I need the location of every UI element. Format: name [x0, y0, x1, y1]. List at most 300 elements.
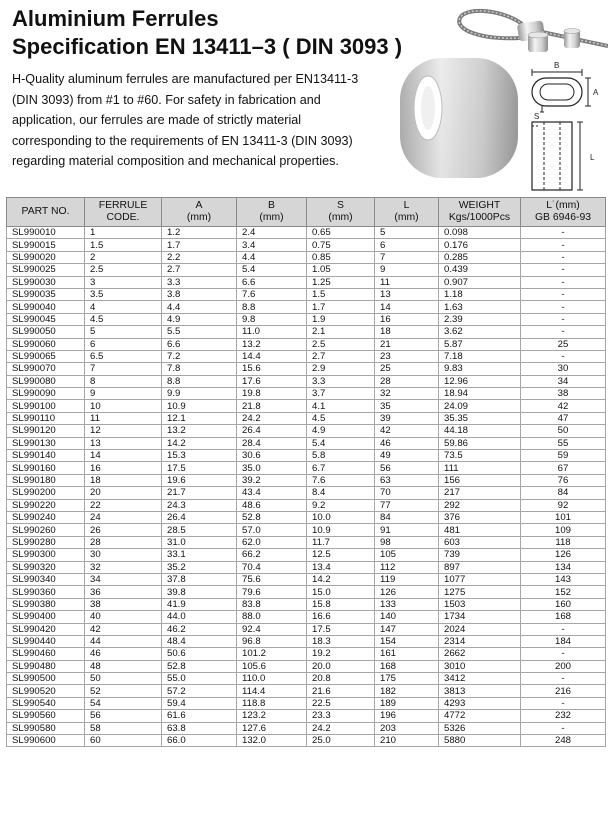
- cell-s: 15.8: [307, 598, 375, 610]
- table-row: [7, 264, 606, 276]
- cell-part-no: SL990020: [7, 251, 85, 263]
- table-row: [7, 326, 606, 338]
- cell-s: 2.1: [307, 326, 375, 338]
- cell-b: 110.0: [237, 673, 307, 685]
- cell-b: 70.4: [237, 561, 307, 573]
- table-row: [7, 474, 606, 486]
- cell-b: 4.4: [237, 251, 307, 263]
- cell-l-gb: 168: [521, 611, 606, 623]
- cell-part-no: SL990140: [7, 450, 85, 462]
- cell-b: 17.6: [237, 375, 307, 387]
- cell-ferrule-code: 14: [85, 450, 162, 462]
- cell-weight: 0.285: [439, 251, 521, 263]
- cell-a: 26.4: [162, 511, 237, 523]
- cell-part-no: SL990040: [7, 301, 85, 313]
- cell-part-no: SL990065: [7, 350, 85, 362]
- cell-l-gb: 47: [521, 412, 606, 424]
- cell-weight: 5326: [439, 722, 521, 734]
- cell-l-gb: -: [521, 301, 606, 313]
- table-row: [7, 437, 606, 449]
- cell-a: 19.6: [162, 474, 237, 486]
- cell-a: 4.4: [162, 301, 237, 313]
- cell-s: 0.65: [307, 227, 375, 239]
- cell-a: 31.0: [162, 536, 237, 548]
- header-ferrule-code: FERRULE CODE.: [85, 198, 162, 227]
- cell-l: 18: [375, 326, 439, 338]
- cell-ferrule-code: 11: [85, 412, 162, 424]
- table-row: [7, 375, 606, 387]
- cell-ferrule-code: 16: [85, 462, 162, 474]
- cell-l-gb: 160: [521, 598, 606, 610]
- cell-weight: 1077: [439, 573, 521, 585]
- cell-l-gb: -: [521, 288, 606, 300]
- intro-line: H-Quality aluminum ferrules are manufactured per EN13411-3: [12, 72, 359, 86]
- cell-part-no: SL990090: [7, 388, 85, 400]
- table-row: [7, 623, 606, 635]
- table-row: [7, 635, 606, 647]
- dim-label-a: A: [593, 88, 599, 97]
- cell-s: 5.4: [307, 437, 375, 449]
- cell-l: 203: [375, 722, 439, 734]
- cell-weight: 4772: [439, 710, 521, 722]
- table-row: [7, 251, 606, 263]
- cell-s: 4.9: [307, 425, 375, 437]
- table-row: [7, 462, 606, 474]
- cell-s: 2.5: [307, 338, 375, 350]
- table-row: [7, 573, 606, 585]
- table-row: [7, 400, 606, 412]
- cell-weight: 24.09: [439, 400, 521, 412]
- cell-b: 92.4: [237, 623, 307, 635]
- cell-ferrule-code: 18: [85, 474, 162, 486]
- cell-a: 63.8: [162, 722, 237, 734]
- cell-part-no: SL990035: [7, 288, 85, 300]
- table-row: [7, 561, 606, 573]
- cell-l-gb: -: [521, 239, 606, 251]
- ferrule-product-illustration: [392, 0, 608, 195]
- intro-line: (DIN 3093) from #1 to #60. For safety in fabrication and: [12, 92, 321, 107]
- cell-weight: 2314: [439, 635, 521, 647]
- dimension-diagram: [532, 69, 591, 190]
- cell-l-gb: 92: [521, 499, 606, 511]
- cell-ferrule-code: 8: [85, 375, 162, 387]
- cell-s: 2.7: [307, 350, 375, 362]
- cell-s: 9.2: [307, 499, 375, 511]
- cell-l-gb: -: [521, 350, 606, 362]
- cell-b: 114.4: [237, 685, 307, 697]
- cell-s: 2.9: [307, 363, 375, 375]
- cell-s: 19.2: [307, 648, 375, 660]
- cell-ferrule-code: 36: [85, 586, 162, 598]
- cell-part-no: SL990160: [7, 462, 85, 474]
- cell-l: 28: [375, 375, 439, 387]
- cell-l-gb: 59: [521, 450, 606, 462]
- cell-l-gb: 216: [521, 685, 606, 697]
- table-row: [7, 276, 606, 288]
- cell-s: 0.85: [307, 251, 375, 263]
- cell-l-gb: 248: [521, 735, 606, 747]
- cell-l: 11: [375, 276, 439, 288]
- cell-a: 21.7: [162, 487, 237, 499]
- cell-a: 61.6: [162, 710, 237, 722]
- cell-b: 5.4: [237, 264, 307, 276]
- table-row: [7, 450, 606, 462]
- cell-b: 11.0: [237, 326, 307, 338]
- table-row: [7, 611, 606, 623]
- cell-s: 3.3: [307, 375, 375, 387]
- cell-a: 55.0: [162, 673, 237, 685]
- cell-ferrule-code: 24: [85, 511, 162, 523]
- cell-weight: 3010: [439, 660, 521, 672]
- table-row: [7, 660, 606, 672]
- cell-weight: 0.907: [439, 276, 521, 288]
- cell-b: 75.6: [237, 573, 307, 585]
- cell-l: 126: [375, 586, 439, 598]
- cell-l: 189: [375, 697, 439, 709]
- cell-weight: 1.18: [439, 288, 521, 300]
- cell-s: 15.0: [307, 586, 375, 598]
- table-row: [7, 511, 606, 523]
- cell-part-no: SL990260: [7, 524, 85, 536]
- cell-l-gb: 143: [521, 573, 606, 585]
- cell-a: 52.8: [162, 660, 237, 672]
- cell-l: 25: [375, 363, 439, 375]
- cell-ferrule-code: 50: [85, 673, 162, 685]
- cell-weight: 2.39: [439, 313, 521, 325]
- cell-l: 98: [375, 536, 439, 548]
- header-part-no: PART NO.: [7, 198, 85, 227]
- header-s: S (mm): [307, 198, 375, 227]
- cell-s: 7.6: [307, 474, 375, 486]
- cell-l-gb: -: [521, 648, 606, 660]
- header-a: A (mm): [162, 198, 237, 227]
- cell-ferrule-code: 2: [85, 251, 162, 263]
- cell-ferrule-code: 4: [85, 301, 162, 313]
- cell-ferrule-code: 9: [85, 388, 162, 400]
- cell-b: 57.0: [237, 524, 307, 536]
- cell-l-gb: -: [521, 673, 606, 685]
- intro-line: corresponding to the requirements of EN 13411-3 (DIN 3093): [12, 133, 353, 148]
- cell-b: 7.6: [237, 288, 307, 300]
- cell-l: 133: [375, 598, 439, 610]
- cell-ferrule-code: 42: [85, 623, 162, 635]
- cell-a: 37.8: [162, 573, 237, 585]
- cell-l-gb: 34: [521, 375, 606, 387]
- cell-a: 48.4: [162, 635, 237, 647]
- cell-s: 1.25: [307, 276, 375, 288]
- cell-weight: 376: [439, 511, 521, 523]
- cell-weight: 156: [439, 474, 521, 486]
- intro-paragraph: [12, 69, 407, 172]
- cell-weight: 111: [439, 462, 521, 474]
- cell-ferrule-code: 10: [85, 400, 162, 412]
- cell-weight: 0.439: [439, 264, 521, 276]
- cell-ferrule-code: 6.5: [85, 350, 162, 362]
- table-row: [7, 536, 606, 548]
- cell-a: 59.4: [162, 697, 237, 709]
- cell-ferrule-code: 32: [85, 561, 162, 573]
- cell-s: 1.9: [307, 313, 375, 325]
- cell-b: 21.8: [237, 400, 307, 412]
- cell-s: 13.4: [307, 561, 375, 573]
- cell-a: 44.0: [162, 611, 237, 623]
- cell-b: 62.0: [237, 536, 307, 548]
- cell-b: 39.2: [237, 474, 307, 486]
- cell-b: 28.4: [237, 437, 307, 449]
- cell-s: 0.75: [307, 239, 375, 251]
- cell-a: 14.2: [162, 437, 237, 449]
- cell-l: 84: [375, 511, 439, 523]
- cell-part-no: SL990180: [7, 474, 85, 486]
- cell-weight: 3.62: [439, 326, 521, 338]
- cell-a: 35.2: [162, 561, 237, 573]
- large-ferrule: [400, 58, 518, 178]
- cell-ferrule-code: 2.5: [85, 264, 162, 276]
- cell-l-gb: 109: [521, 524, 606, 536]
- cell-l: 161: [375, 648, 439, 660]
- cell-ferrule-code: 28: [85, 536, 162, 548]
- cell-s: 5.8: [307, 450, 375, 462]
- table-row: [7, 549, 606, 561]
- cell-l-gb: -: [521, 251, 606, 263]
- cell-weight: 0.098: [439, 227, 521, 239]
- cell-part-no: SL990360: [7, 586, 85, 598]
- cell-weight: 897: [439, 561, 521, 573]
- cell-b: 35.0: [237, 462, 307, 474]
- cell-b: 9.8: [237, 313, 307, 325]
- cell-l-gb: 76: [521, 474, 606, 486]
- cell-part-no: SL990280: [7, 536, 85, 548]
- cell-l: 6: [375, 239, 439, 251]
- dim-label-s: S: [534, 112, 540, 121]
- cell-b: 123.2: [237, 710, 307, 722]
- cell-l-gb: -: [521, 326, 606, 338]
- cell-s: 12.5: [307, 549, 375, 561]
- cell-b: 127.6: [237, 722, 307, 734]
- cell-l: 5: [375, 227, 439, 239]
- page-subtitle: Specification EN 13411–3 ( DIN 3093 ): [12, 34, 403, 59]
- cell-ferrule-code: 3.5: [85, 288, 162, 300]
- table-row: [7, 363, 606, 375]
- cell-l: 105: [375, 549, 439, 561]
- cell-weight: 59.86: [439, 437, 521, 449]
- cell-ferrule-code: 60: [85, 735, 162, 747]
- header-l: L (mm): [375, 198, 439, 227]
- intro-line: regarding material composition and mechanical properties.: [12, 154, 339, 168]
- header-b: B (mm): [237, 198, 307, 227]
- cell-l-gb: 50: [521, 425, 606, 437]
- cell-b: 66.2: [237, 549, 307, 561]
- cell-ferrule-code: 46: [85, 648, 162, 660]
- table-row: [7, 487, 606, 499]
- spec-table: [6, 197, 606, 747]
- table-body: [7, 227, 606, 747]
- cell-l-gb: -: [521, 697, 606, 709]
- cell-s: 20.8: [307, 673, 375, 685]
- cell-part-no: SL990030: [7, 276, 85, 288]
- cell-part-no: SL990200: [7, 487, 85, 499]
- cell-a: 33.1: [162, 549, 237, 561]
- cell-weight: 18.94: [439, 388, 521, 400]
- cell-weight: 44.18: [439, 425, 521, 437]
- cell-part-no: SL990240: [7, 511, 85, 523]
- cell-part-no: SL990380: [7, 598, 85, 610]
- cell-l-gb: 118: [521, 536, 606, 548]
- cell-s: 4.1: [307, 400, 375, 412]
- cell-s: 16.6: [307, 611, 375, 623]
- page-title: Aluminium Ferrules: [12, 6, 219, 31]
- cell-a: 1.2: [162, 227, 237, 239]
- cell-l-gb: -: [521, 264, 606, 276]
- cell-b: 43.4: [237, 487, 307, 499]
- cell-a: 66.0: [162, 735, 237, 747]
- cell-ferrule-code: 22: [85, 499, 162, 511]
- cell-l-gb: 232: [521, 710, 606, 722]
- table-row: [7, 673, 606, 685]
- cell-s: 17.5: [307, 623, 375, 635]
- cell-weight: 4293: [439, 697, 521, 709]
- cell-weight: 1734: [439, 611, 521, 623]
- cell-a: 6.6: [162, 338, 237, 350]
- table-row: [7, 697, 606, 709]
- cell-l: 16: [375, 313, 439, 325]
- cell-ferrule-code: 58: [85, 722, 162, 734]
- cell-s: 20.0: [307, 660, 375, 672]
- cell-ferrule-code: 5: [85, 326, 162, 338]
- cell-part-no: SL990080: [7, 375, 85, 387]
- cell-b: 83.8: [237, 598, 307, 610]
- cell-s: 10.0: [307, 511, 375, 523]
- table-row: [7, 239, 606, 251]
- table-row: [7, 288, 606, 300]
- table-row: [7, 685, 606, 697]
- cell-ferrule-code: 56: [85, 710, 162, 722]
- cell-l: 39: [375, 412, 439, 424]
- cell-b: 118.8: [237, 697, 307, 709]
- header-weight: WEIGHT Kgs/1000Pcs: [439, 198, 521, 227]
- cell-l-gb: -: [521, 276, 606, 288]
- cell-l: 42: [375, 425, 439, 437]
- cell-part-no: SL990050: [7, 326, 85, 338]
- cell-a: 1.7: [162, 239, 237, 251]
- cell-l: 77: [375, 499, 439, 511]
- cell-part-no: SL990110: [7, 412, 85, 424]
- cell-l-gb: -: [521, 722, 606, 734]
- cell-part-no: SL990130: [7, 437, 85, 449]
- cell-b: 105.6: [237, 660, 307, 672]
- cell-part-no: SL990300: [7, 549, 85, 561]
- cell-s: 8.4: [307, 487, 375, 499]
- cell-part-no: SL990015: [7, 239, 85, 251]
- cell-part-no: SL990010: [7, 227, 85, 239]
- cell-part-no: SL990580: [7, 722, 85, 734]
- cell-b: 2.4: [237, 227, 307, 239]
- cell-s: 25.0: [307, 735, 375, 747]
- cell-ferrule-code: 3: [85, 276, 162, 288]
- cell-a: 41.9: [162, 598, 237, 610]
- cell-weight: 217: [439, 487, 521, 499]
- dim-label-b: B: [554, 61, 560, 70]
- cell-ferrule-code: 48: [85, 660, 162, 672]
- cell-l: 32: [375, 388, 439, 400]
- cell-l-gb: 84: [521, 487, 606, 499]
- cell-l: 168: [375, 660, 439, 672]
- cell-s: 3.7: [307, 388, 375, 400]
- cell-l: 147: [375, 623, 439, 635]
- cell-l: 9: [375, 264, 439, 276]
- cell-a: 7.2: [162, 350, 237, 362]
- cell-l-gb: 134: [521, 561, 606, 573]
- cell-l: 35: [375, 400, 439, 412]
- cell-l-gb: -: [521, 623, 606, 635]
- cell-part-no: SL990340: [7, 573, 85, 585]
- cell-part-no: SL990440: [7, 635, 85, 647]
- table-row: [7, 227, 606, 239]
- cell-weight: 5.87: [439, 338, 521, 350]
- table-row: [7, 710, 606, 722]
- cell-b: 96.8: [237, 635, 307, 647]
- cell-a: 39.8: [162, 586, 237, 598]
- cell-part-no: SL990560: [7, 710, 85, 722]
- cell-part-no: SL990500: [7, 673, 85, 685]
- cell-weight: 7.18: [439, 350, 521, 362]
- cell-s: 23.3: [307, 710, 375, 722]
- cell-l: 140: [375, 611, 439, 623]
- cell-b: 48.6: [237, 499, 307, 511]
- intro-line: application, our ferrules are made of strictly material: [12, 113, 302, 127]
- cell-s: 10.9: [307, 524, 375, 536]
- cell-b: 3.4: [237, 239, 307, 251]
- cell-l: 175: [375, 673, 439, 685]
- cell-l-gb: 200: [521, 660, 606, 672]
- cell-l: 70: [375, 487, 439, 499]
- table-row: [7, 425, 606, 437]
- table-row: [7, 388, 606, 400]
- small-ferrules: [528, 29, 580, 53]
- cell-a: 13.2: [162, 425, 237, 437]
- cell-ferrule-code: 52: [85, 685, 162, 697]
- cell-s: 14.2: [307, 573, 375, 585]
- cell-weight: 1275: [439, 586, 521, 598]
- cell-l-gb: 126: [521, 549, 606, 561]
- cell-l: 13: [375, 288, 439, 300]
- cell-a: 3.8: [162, 288, 237, 300]
- cell-l: 182: [375, 685, 439, 697]
- cell-ferrule-code: 7: [85, 363, 162, 375]
- cell-b: 15.6: [237, 363, 307, 375]
- cell-a: 2.2: [162, 251, 237, 263]
- cell-l-gb: 38: [521, 388, 606, 400]
- cell-part-no: SL990220: [7, 499, 85, 511]
- cell-l: 14: [375, 301, 439, 313]
- cell-part-no: SL990100: [7, 400, 85, 412]
- cell-weight: 3813: [439, 685, 521, 697]
- cell-b: 19.8: [237, 388, 307, 400]
- cell-s: 4.5: [307, 412, 375, 424]
- cell-l-gb: -: [521, 313, 606, 325]
- table-row: [7, 586, 606, 598]
- cell-s: 24.2: [307, 722, 375, 734]
- cell-ferrule-code: 44: [85, 635, 162, 647]
- cell-a: 3.3: [162, 276, 237, 288]
- cell-l: 56: [375, 462, 439, 474]
- cell-s: 18.3: [307, 635, 375, 647]
- table-row: [7, 648, 606, 660]
- table-header-row: [7, 198, 606, 227]
- cell-weight: 5880: [439, 735, 521, 747]
- cell-part-no: SL990460: [7, 648, 85, 660]
- cell-ferrule-code: 6: [85, 338, 162, 350]
